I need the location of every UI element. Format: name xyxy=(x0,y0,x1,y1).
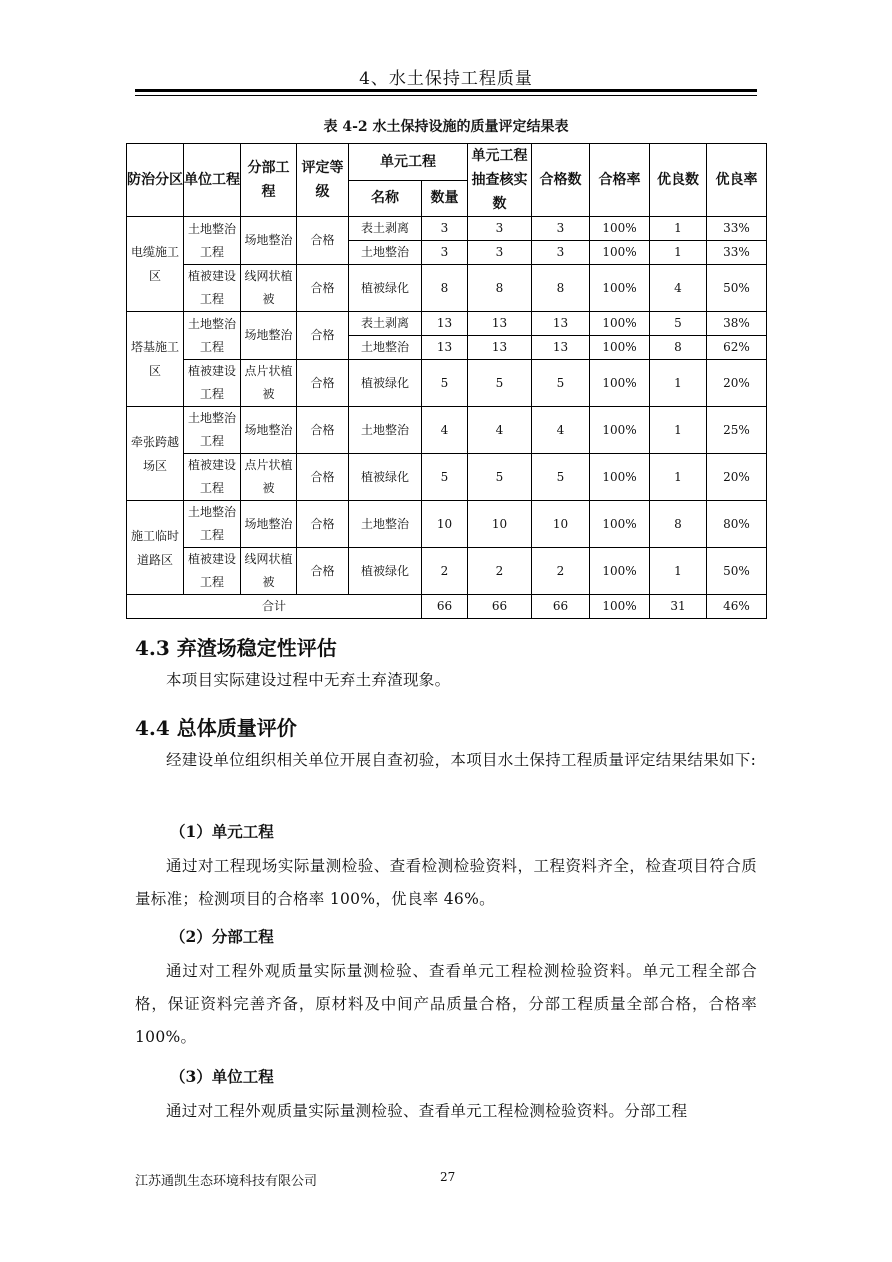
total-rate: 100% xyxy=(590,595,650,619)
cell-unit-project: 植被建设工程 xyxy=(184,265,241,312)
sub-3-text: 通过对工程外观质量实际量测检验、查看单元工程检测检验资料。分部工程 xyxy=(166,1102,688,1120)
cell-excellent: 1 xyxy=(650,217,707,241)
cell-rate: 100% xyxy=(590,265,650,312)
section-4-3-heading: 4.3 弃渣场稳定性评估 xyxy=(135,636,337,660)
table-row xyxy=(127,454,767,501)
cell-excellent: 1 xyxy=(650,241,707,265)
cell-sub-project: 点片状植被 xyxy=(241,454,297,501)
cell-sub-project: 线网状植被 xyxy=(241,548,297,595)
cell-qualified: 8 xyxy=(532,265,590,312)
th-grade: 评定等级 xyxy=(297,144,349,217)
sub-1-title: （1）单元工程 xyxy=(170,822,274,841)
th-sub-project: 分部工程 xyxy=(241,144,297,217)
cell-unit-project: 土地整治工程 xyxy=(184,501,241,548)
cell-qualified: 13 xyxy=(532,312,590,336)
total-qualified: 66 xyxy=(532,595,590,619)
section-4-4-heading: 4.4 总体质量评价 xyxy=(135,716,297,740)
cell-exrate: 33% xyxy=(707,241,767,265)
cell-name: 表土剥离 xyxy=(349,312,422,336)
cell-grade: 合格 xyxy=(297,360,349,407)
cell-exrate: 50% xyxy=(707,265,767,312)
cell-unit-project: 土地整治工程 xyxy=(184,217,241,265)
cell-grade: 合格 xyxy=(297,265,349,312)
cell-rate: 100% xyxy=(590,454,650,501)
cell-sub-project: 场地整治 xyxy=(241,217,297,265)
cell-area: 塔基施工区 xyxy=(127,312,184,407)
cell-count: 8 xyxy=(422,265,468,312)
cell-checked: 4 xyxy=(468,407,532,454)
sub-2-text: 通过对工程外观质量实际量测检验、查看单元工程检测检验资料。单元工程全部合格，保证资料完善齐备，原材料及中间产品质量合格，分部工程质量全部合格，合格率 100%。 xyxy=(135,962,757,1046)
cell-count: 3 xyxy=(422,241,468,265)
cell-exrate: 20% xyxy=(707,360,767,407)
cell-area: 电缆施工区 xyxy=(127,217,184,312)
cell-exrate: 33% xyxy=(707,217,767,241)
table-row xyxy=(127,407,767,454)
table-row xyxy=(127,217,767,241)
cell-rate: 100% xyxy=(590,407,650,454)
total-checked: 66 xyxy=(468,595,532,619)
cell-count: 5 xyxy=(422,454,468,501)
cell-qualified: 13 xyxy=(532,336,590,360)
cell-excellent: 4 xyxy=(650,265,707,312)
table-caption: 表 4-2 水土保持设施的质量评定结果表 xyxy=(323,119,569,135)
cell-rate: 100% xyxy=(590,217,650,241)
cell-count: 2 xyxy=(422,548,468,595)
th-unit-project: 单位工程 xyxy=(184,144,241,217)
total-count: 66 xyxy=(422,595,468,619)
cell-excellent: 8 xyxy=(650,501,707,548)
cell-qualified: 3 xyxy=(532,217,590,241)
cell-excellent: 1 xyxy=(650,548,707,595)
th-count: 数量 xyxy=(422,180,468,217)
th-excellent-rate: 优良率 xyxy=(707,144,767,217)
cell-count: 4 xyxy=(422,407,468,454)
cell-checked: 2 xyxy=(468,548,532,595)
table-body xyxy=(127,217,767,595)
cell-unit-project: 植被建设工程 xyxy=(184,360,241,407)
sub-2-title: （2）分部工程 xyxy=(170,927,274,946)
cell-sub-project: 场地整治 xyxy=(241,501,297,548)
cell-grade: 合格 xyxy=(297,312,349,360)
cell-exrate: 25% xyxy=(707,407,767,454)
cell-count: 10 xyxy=(422,501,468,548)
cell-excellent: 1 xyxy=(650,407,707,454)
cell-name: 表土剥离 xyxy=(349,217,422,241)
cell-name: 土地整治 xyxy=(349,501,422,548)
cell-rate: 100% xyxy=(590,360,650,407)
cell-excellent: 8 xyxy=(650,336,707,360)
cell-qualified: 4 xyxy=(532,407,590,454)
table-row xyxy=(127,548,767,595)
sub-1-text: 通过对工程现场实际量测检验、查看检测检验资料，工程资料齐全，检查项目符合质量标准；检测项目的合格率 100%，优良率 46%。 xyxy=(135,857,757,908)
cell-sub-project: 场地整治 xyxy=(241,312,297,360)
cell-sub-project: 场地整治 xyxy=(241,407,297,454)
cell-name: 植被绿化 xyxy=(349,265,422,312)
cell-checked: 13 xyxy=(468,336,532,360)
cell-qualified: 2 xyxy=(532,548,590,595)
cell-sub-project: 点片状植被 xyxy=(241,360,297,407)
header-rule-thin xyxy=(135,95,757,96)
th-checked: 单元工程抽查核实数 xyxy=(468,144,532,217)
table-row xyxy=(127,312,767,336)
cell-checked: 5 xyxy=(468,454,532,501)
th-excellent: 优良数 xyxy=(650,144,707,217)
total-label: 合计 xyxy=(127,595,422,619)
total-excellent-rate: 46% xyxy=(707,595,767,619)
page-number: 27 xyxy=(440,1170,456,1184)
cell-sub-project: 线网状植被 xyxy=(241,265,297,312)
cell-unit-project: 植被建设工程 xyxy=(184,454,241,501)
cell-area: 牵张跨越场区 xyxy=(127,407,184,501)
table-row xyxy=(127,265,767,312)
cell-grade: 合格 xyxy=(297,454,349,501)
quality-table xyxy=(126,143,767,619)
cell-exrate: 20% xyxy=(707,454,767,501)
cell-checked: 8 xyxy=(468,265,532,312)
cell-grade: 合格 xyxy=(297,501,349,548)
table-row xyxy=(127,360,767,407)
th-area: 防治分区 xyxy=(127,144,184,217)
section-4-4-intro: 经建设单位组织相关单位开展自查初验，本项目水土保持工程质量评定结果结果如下: xyxy=(166,751,757,769)
cell-name: 植被绿化 xyxy=(349,548,422,595)
cell-rate: 100% xyxy=(590,241,650,265)
total-excellent: 31 xyxy=(650,595,707,619)
cell-excellent: 1 xyxy=(650,360,707,407)
cell-count: 3 xyxy=(422,217,468,241)
cell-name: 植被绿化 xyxy=(349,360,422,407)
cell-rate: 100% xyxy=(590,312,650,336)
cell-name: 植被绿化 xyxy=(349,454,422,501)
cell-exrate: 80% xyxy=(707,501,767,548)
cell-qualified: 5 xyxy=(532,454,590,501)
section-4-3-text: 本项目实际建设过程中无弃土弃渣现象。 xyxy=(166,671,451,689)
cell-grade: 合格 xyxy=(297,217,349,265)
cell-name: 土地整治 xyxy=(349,407,422,454)
cell-area: 施工临时道路区 xyxy=(127,501,184,595)
cell-excellent: 1 xyxy=(650,454,707,501)
total-row xyxy=(127,595,767,619)
cell-rate: 100% xyxy=(590,336,650,360)
cell-unit-project: 土地整治工程 xyxy=(184,407,241,454)
cell-checked: 13 xyxy=(468,312,532,336)
th-qualified: 合格数 xyxy=(532,144,590,217)
cell-name: 土地整治 xyxy=(349,241,422,265)
cell-rate: 100% xyxy=(590,548,650,595)
cell-excellent: 5 xyxy=(650,312,707,336)
cell-checked: 3 xyxy=(468,217,532,241)
th-qualified-rate: 合格率 xyxy=(590,144,650,217)
cell-name: 土地整治 xyxy=(349,336,422,360)
cell-qualified: 3 xyxy=(532,241,590,265)
cell-checked: 10 xyxy=(468,501,532,548)
cell-qualified: 10 xyxy=(532,501,590,548)
cell-count: 13 xyxy=(422,336,468,360)
cell-count: 5 xyxy=(422,360,468,407)
cell-rate: 100% xyxy=(590,501,650,548)
cell-exrate: 38% xyxy=(707,312,767,336)
sub-3-title: （3）单位工程 xyxy=(170,1067,274,1086)
cell-unit-project: 植被建设工程 xyxy=(184,548,241,595)
cell-exrate: 50% xyxy=(707,548,767,595)
cell-checked: 5 xyxy=(468,360,532,407)
cell-count: 13 xyxy=(422,312,468,336)
table-row xyxy=(127,501,767,548)
th-name: 名称 xyxy=(349,180,422,217)
cell-qualified: 5 xyxy=(532,360,590,407)
cell-grade: 合格 xyxy=(297,548,349,595)
cell-checked: 3 xyxy=(468,241,532,265)
th-element-group: 单元工程 xyxy=(349,144,468,181)
cell-exrate: 62% xyxy=(707,336,767,360)
header-rule-thick xyxy=(135,89,757,92)
footer-company: 江苏通凯生态环境科技有限公司 xyxy=(135,1174,318,1189)
cell-unit-project: 土地整治工程 xyxy=(184,312,241,360)
cell-grade: 合格 xyxy=(297,407,349,454)
page-header-title: 4、水土保持工程质量 xyxy=(359,69,533,89)
